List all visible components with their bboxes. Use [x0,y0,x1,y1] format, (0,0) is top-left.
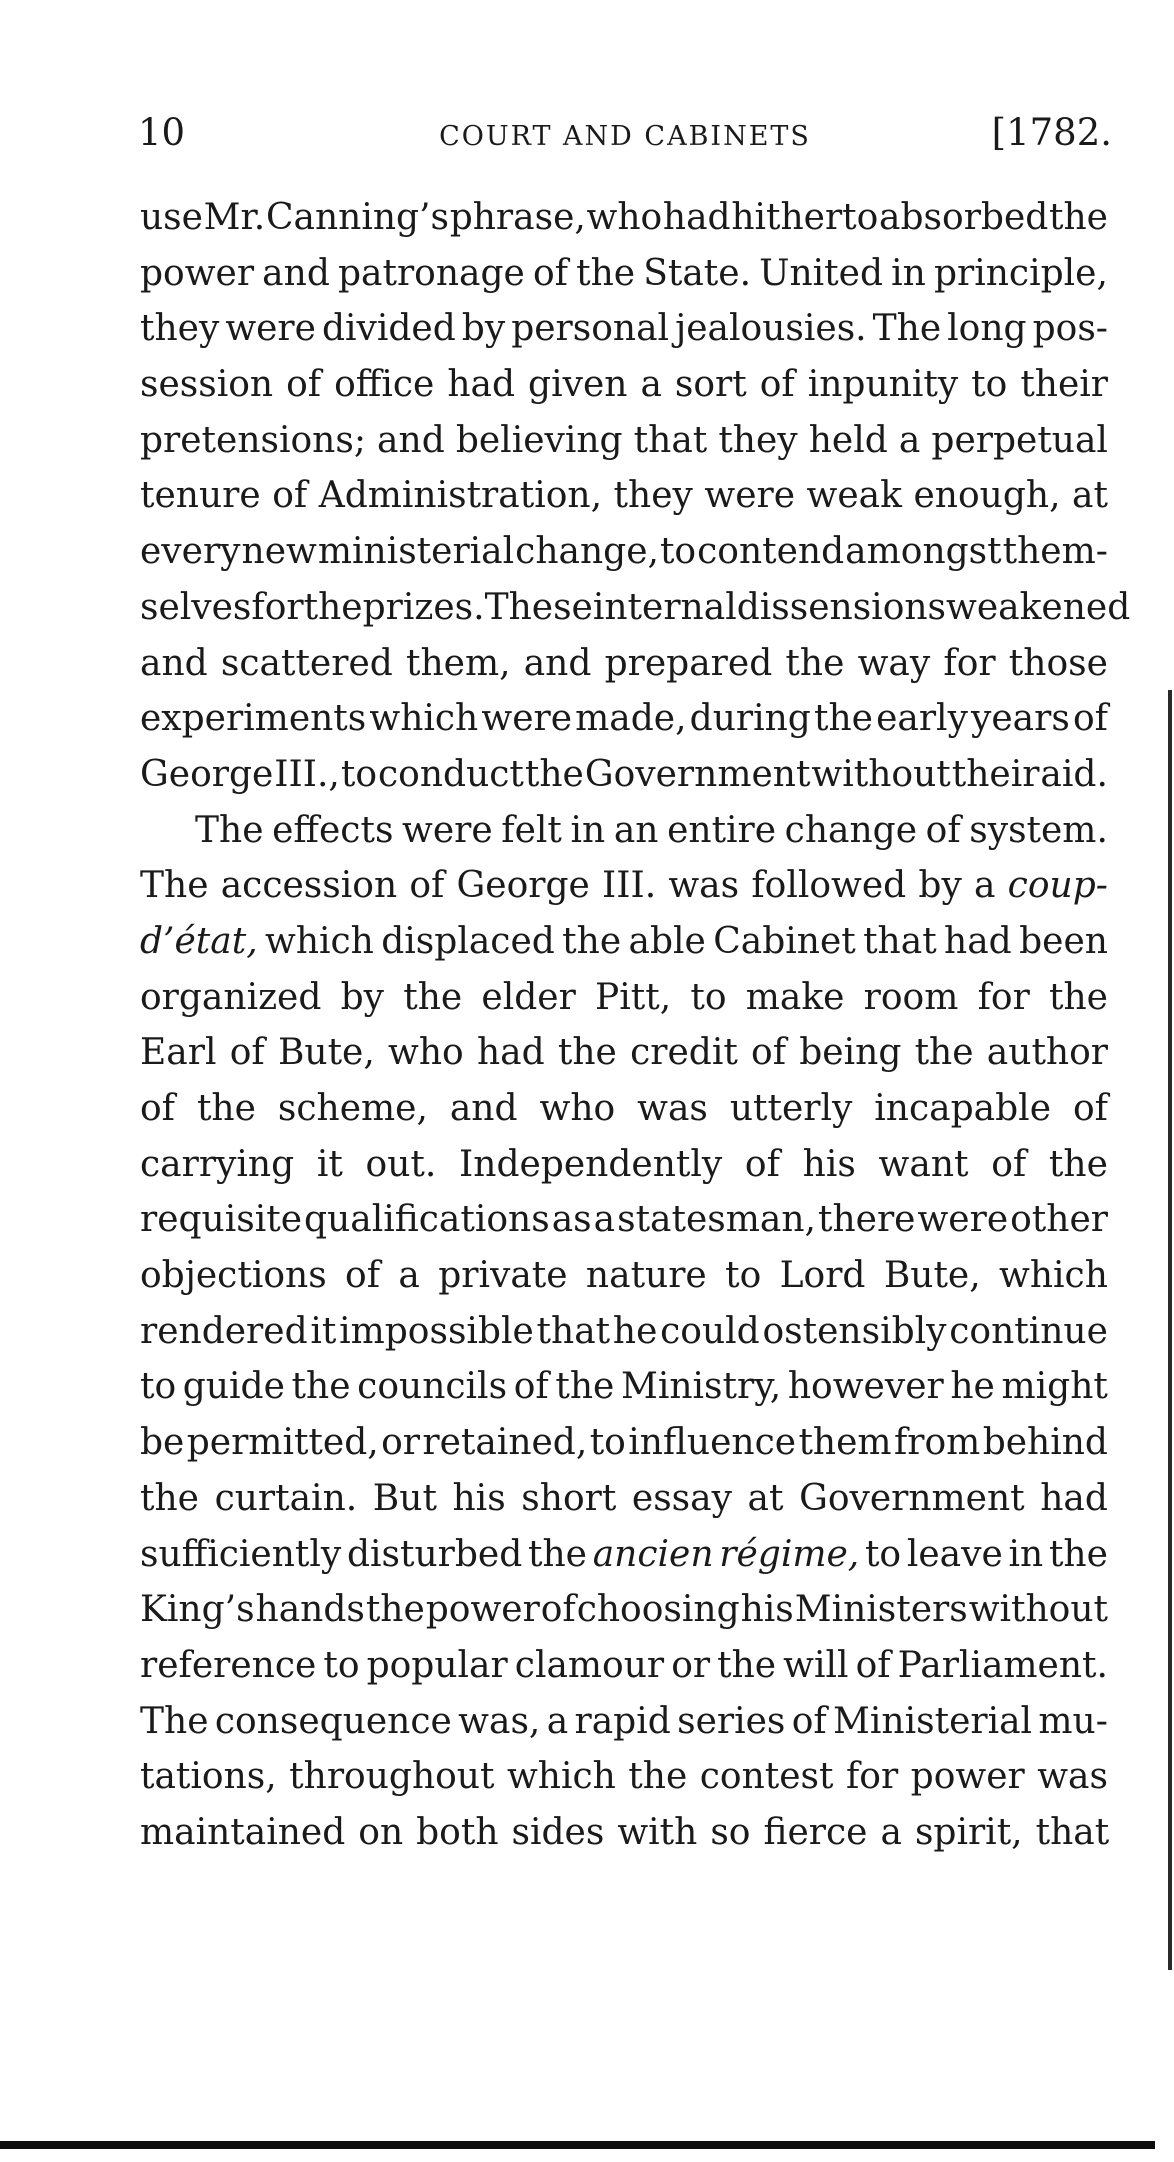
text-line: The accession of George III. was followed by a coup- [140,865,1108,907]
text-line: objections of a private nature to Lord Bute, which [140,1255,1108,1297]
bottom-page-edge [0,2141,1155,2149]
page-number: 10 [138,111,186,154]
text-line: they were divided by personal jealousies. The long pos- [140,308,1108,350]
text-line: organized by the elder Pitt, to make room for the [140,976,1108,1018]
text-line: to guide the councils of the Ministry, however he might [140,1366,1108,1408]
text-line: reference to popular clamour or the will of Parliament. [140,1644,1108,1686]
text-line: sufficiently disturbed the ancien régime, to leave in the [140,1533,1108,1575]
text-line: d’état, which displaced the able Cabinet that had been [140,920,1108,962]
text-line: George III., to conduct the Government without their aid. [140,753,1108,795]
text-line: and scattered them, and prepared the way for those [140,642,1108,684]
text-line: session of office had given a sort of inpunity to their [140,364,1108,406]
text-line: The effects were felt in an entire change of system. [195,809,1108,851]
text-line: The consequence was, a rapid series of Ministerial mu- [140,1700,1108,1742]
running-header [138,108,1112,158]
text-line: of the scheme, and who was utterly incapable of [140,1088,1108,1129]
paragraph [140,190,1131,803]
text-line: King’s hands the power of choosing his Ministers without [140,1589,1108,1631]
text-line: selves for the prizes. These internal dissensions weakened [140,586,1131,628]
text-line: requisite qualifications as a statesman, there were other [140,1199,1108,1241]
body-text [140,190,1131,1861]
text-line: rendered it impossible that he could ostensibly continue [140,1310,1108,1352]
header-year: [1782. [991,111,1112,154]
text-line: use Mr. Canning’s phrase, who had hitherto absorbed the [140,197,1108,238]
page-edge-shadow [1168,690,1172,1970]
text-line: pretensions; and believing that they held a perpetual [140,419,1108,461]
text-line: experiments which were made, during the early years of [140,698,1108,740]
running-title: COURT AND CABINETS [439,121,811,152]
text-line: tenure of Administration, they were weak enough, at [140,475,1108,517]
text-line: every new ministerial change, to contend amongst them- [140,531,1108,573]
text-line: the curtain. But his short essay at Government had [140,1477,1108,1519]
text-line: be permitted, or retained, to influence them from behind [140,1422,1108,1464]
text-line: power and patronage of the State. United in principle, [140,252,1108,294]
text-line: Earl of Bute, who had the credit of being the author [140,1032,1108,1074]
paragraph [140,803,1108,1861]
text-line: carrying it out. Independently of his want of the [140,1143,1108,1185]
text-line: tations, throughout which the contest for power was [140,1756,1108,1798]
text-line: maintained on both sides with so fierce a spirit, that [140,1811,1110,1853]
